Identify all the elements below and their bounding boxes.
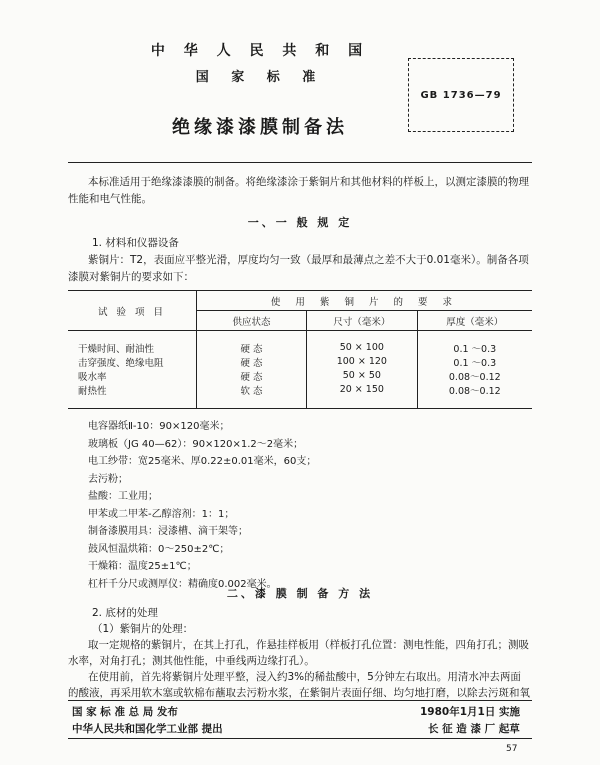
table-cell-size: 50 × 100 [307,341,418,355]
table-row [68,355,532,369]
standard-number-box [408,58,514,132]
list-item: 去污粉； [88,473,128,485]
list-item: 杠杆千分尺或测厚仪：精确度0.002毫米。 [88,578,277,590]
section-2-title: 二、漆 膜 制 备 方 法 [226,587,374,600]
table-subheader-state: 供应状态 [196,311,306,331]
table-subheader-size: 尺寸（毫米） [307,311,418,331]
section-1-title: 一、一 般 规 定 [247,216,353,229]
table-cell-state: 软 态 [196,383,306,397]
table-cell-thickness: 0.1 ～0.3 [417,355,532,369]
footer-rule [68,700,532,701]
table-cell-item: 吸水率 [78,371,107,383]
section-1-para-line-2: 漆膜对紫铜片的要求如下： [68,271,194,283]
intro-line-2: 性能和电气性能。 [68,193,152,205]
list-item: 玻璃板（JG 40—62）：90×120×1.2～2毫米； [88,438,304,450]
footer-drafter: 长 征 造 漆 厂 起草 [428,723,520,735]
table-subheader-thickness: 厚度（毫米） [417,311,532,331]
list-item: 甲苯或二甲苯-乙醇溶剂：1：1； [88,508,235,520]
intro-line-1: 本标准适用于绝缘漆漆膜的制备。将绝缘漆涂于紫铜片和其他材料的样板上，以测定漆膜的物理 [88,176,529,188]
page-number: 57 [506,744,518,754]
table-header-group: 使 用 紫 铜 片 的 要 求 [196,291,532,311]
footer-bottom-rule [68,738,532,739]
list-item: 制备漆膜用具：浸漆槽、滴干架等； [88,526,248,537]
section-2-subsubheading: （1）紫铜片的处理： [92,623,194,635]
materials-list [88,418,316,593]
document-title: 绝缘漆漆膜制备法 [172,117,348,138]
table-cell-item: 干燥时间、耐油性 [78,343,155,355]
table-cell-thickness: 0.08～0.12 [417,383,532,397]
table-cell-state: 硬 态 [196,369,306,383]
section-2-para-line-1: 取一定规格的紫铜片，在其上打孔，作悬挂样板用（样板打孔位置：测电性能，四角打孔；测吸 [88,639,529,651]
section-1-subheading: 1. 材料和仪器设备 [92,237,179,249]
standard-type-heading: 国 家 标 准 [195,70,325,85]
standard-number: GB 1736—79 [420,89,502,101]
table-cell-state: 硬 态 [196,341,306,355]
footer-effective-date: 1980年1月1日 实施 [420,706,520,718]
footer-proposer: 中华人民共和国化学工业部 提出 [72,723,223,735]
section-2-para-line-3: 在使用前，首先将紫铜片处理平整，浸入约3%的稀盐酸中，5分钟左右取出。用清水冲去两面 [88,671,521,683]
section-2-para-line-4: 的酸液，再采用软木塞或软棉布蘸取去污粉水浆，在紫铜片表面仔细、均匀地打磨，以除去污斑和氧 [68,687,530,699]
table-cell-size: 50 × 50 [307,369,418,383]
list-item: 盐酸：工业用； [88,491,158,502]
table-row [68,383,532,397]
table-header-test-item: 试 验 项 目 [68,291,196,331]
country-heading: 中 华 人 民 共 和 国 [150,43,370,59]
table-cell-thickness: 0.08～0.12 [417,369,532,383]
table-cell-size: 100 × 120 [307,355,418,369]
table-row [68,341,532,355]
section-2-para-line-2: 水率，对角打孔；测其他性能，中垂线两边缘打孔）。 [68,655,315,667]
footer-issuer: 国 家 标 准 总 局 发布 [72,706,178,718]
list-item: 干燥箱：温度25±1℃； [88,561,197,572]
table-cell-thickness: 0.1 ～0.3 [417,341,532,355]
section-2-subheading: 2. 底材的处理 [92,607,158,619]
header-rule [68,162,532,163]
list-item: 电工纱带：宽25毫米、厚0.22±0.01毫米，60支； [88,456,317,467]
table-cell-state: 硬 态 [196,355,306,369]
table-cell-size: 20 × 150 [307,383,418,397]
table-cell-item: 耐热性 [78,385,107,397]
table-row [68,369,532,383]
table-cell-item: 击穿强度、绝缘电阻 [78,357,164,369]
copper-sheet-requirements-table [68,290,532,409]
section-1-para-line-1: 紫铜片：T2，表面应平整光滑，厚度均匀一致（最厚和最薄点之差不大于0.01毫米）。制备各项 [88,254,529,266]
list-item: 鼓风恒温烘箱：0～250±2℃； [88,543,230,555]
list-item: 电容器纸Ⅱ-10：90×120毫米； [88,421,230,432]
